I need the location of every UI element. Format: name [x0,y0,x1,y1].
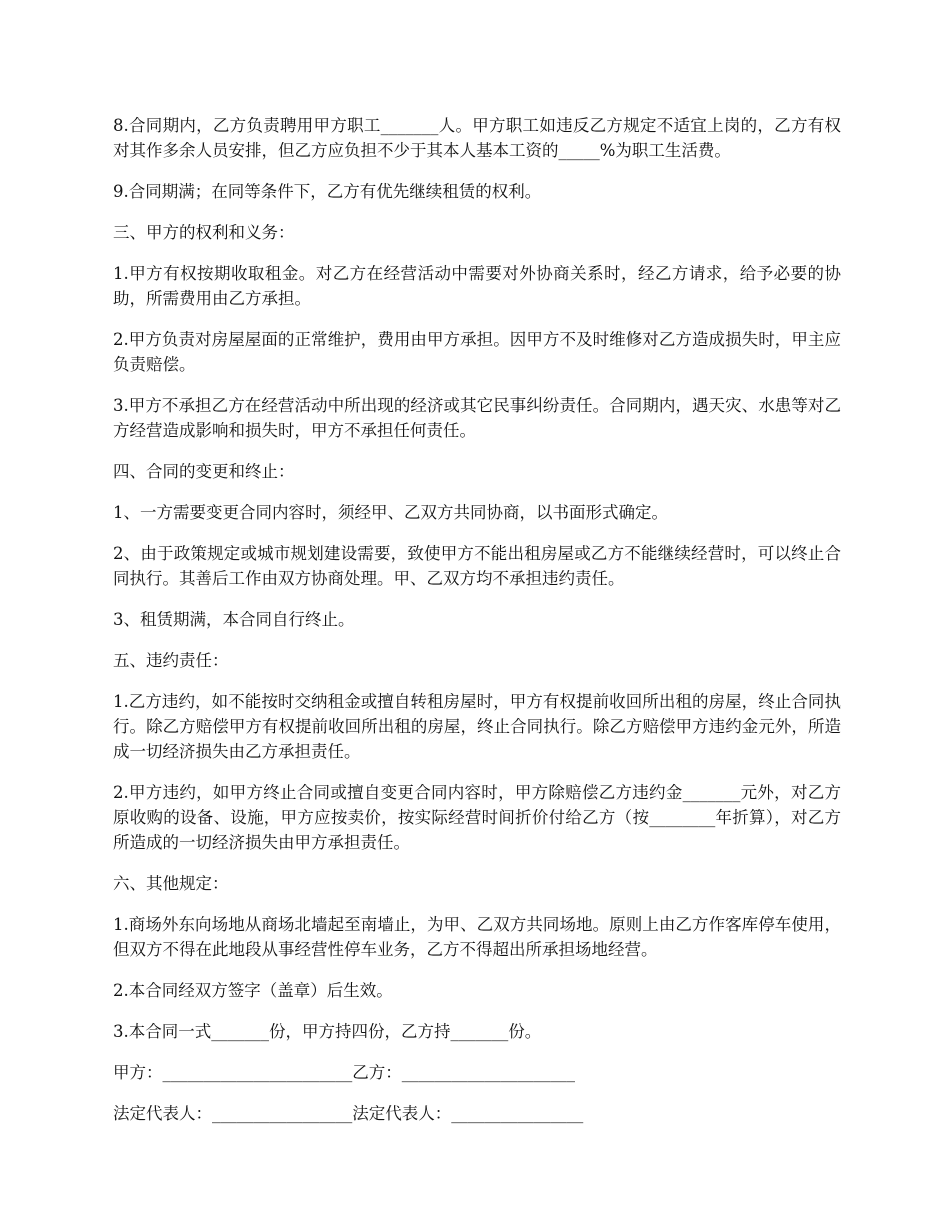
clause-o1-shared-area: 1.商场外东向场地从商场北墙起至南墙止，为甲、乙双方共同场地。原则上由乙方作客库停车使用，但双方不得在此地段从事经营性停车业务，乙方不得超出所承担场地经营。 [113,915,841,959]
clause-c1-change-content: 1、一方需要变更合同内容时，须经甲、乙双方共同协商，以书面形式确定。 [113,503,668,522]
clause-a1-collect-rent: 1.甲方有权按期收取租金。对乙方在经营活动中需要对外协商关系时，经乙方请求，给予必要的协助，所需费用由乙方承担。 [113,264,841,308]
section-heading-change-termination: 四、合同的变更和终止： [113,462,295,481]
document-page [113,113,841,1142]
clause-o2-effective: 2.本合同经双方签字（盖章）后生效。 [113,981,393,1000]
clause-o3-copies: 3.本合同一式_______份，甲方持四份，乙方持_______份。 [113,1022,542,1041]
section-heading-party-a-rights: 三、甲方的权利和义务： [113,223,295,242]
clause-b2-party-a-breach: 2.甲方违约，如甲方终止合同或擅自变更合同内容时，甲方除赔偿乙方违约金_______元外，对乙方原收购的设备、设施，甲方应按卖价，按实际经营时间折价付给乙方（按________年折算），对乙方所造成的一切经济损失由甲方承担责任。 [113,783,841,852]
signature-line-parties: 甲方：_______________________乙方：_____________________ [113,1063,575,1082]
clause-8-staff-employment: 8.合同期内，乙方负责聘用甲方职工_______人。甲方职工如违反乙方规定不适宜上岗的，乙方有权对其作多余人员安排，但乙方应负担不少于其本人基本工资的_____%为职工生活费。 [113,116,841,160]
clause-a3-no-liability: 3.甲方不承担乙方在经营活动中所出现的经济或其它民事纠纷责任。合同期内，遇天灾、水患等对乙方经营造成影响和损失时，甲方不承担任何责任。 [113,396,841,440]
section-heading-breach: 五、违约责任： [113,651,229,670]
clause-c3-lease-expiry: 3、租赁期满，本合同自行终止。 [113,610,355,629]
section-heading-other-provisions: 六、其他规定： [113,874,229,893]
signature-line-representatives: 法定代表人：_________________法定代表人：________________ [113,1104,584,1123]
clause-c2-policy-termination: 2、由于政策规定或城市规划建设需要，致使甲方不能出租房屋或乙方不能继续经营时，可以终止合同执行。其善后工作由双方协商处理。甲、乙双方均不承担违约责任。 [113,544,841,588]
clause-a2-roof-maintenance: 2.甲方负责对房屋屋面的正常维护，费用由甲方承担。因甲方不及时维修对乙方造成损失时，甲主应负责赔偿。 [113,330,841,374]
clause-b1-party-b-breach: 1.乙方违约，如不能按时交纳租金或擅自转租房屋时，甲方有权提前收回所出租的房屋，终止合同执行。除乙方赔偿甲方有权提前收回所出租的房屋，终止合同执行。除乙方赔偿甲方违约金元外，所造成一切经济损失由乙方承担责任。 [113,692,841,761]
clause-9-renewal-priority: 9.合同期满；在同等条件下，乙方有优先继续租赁的权利。 [113,182,542,201]
